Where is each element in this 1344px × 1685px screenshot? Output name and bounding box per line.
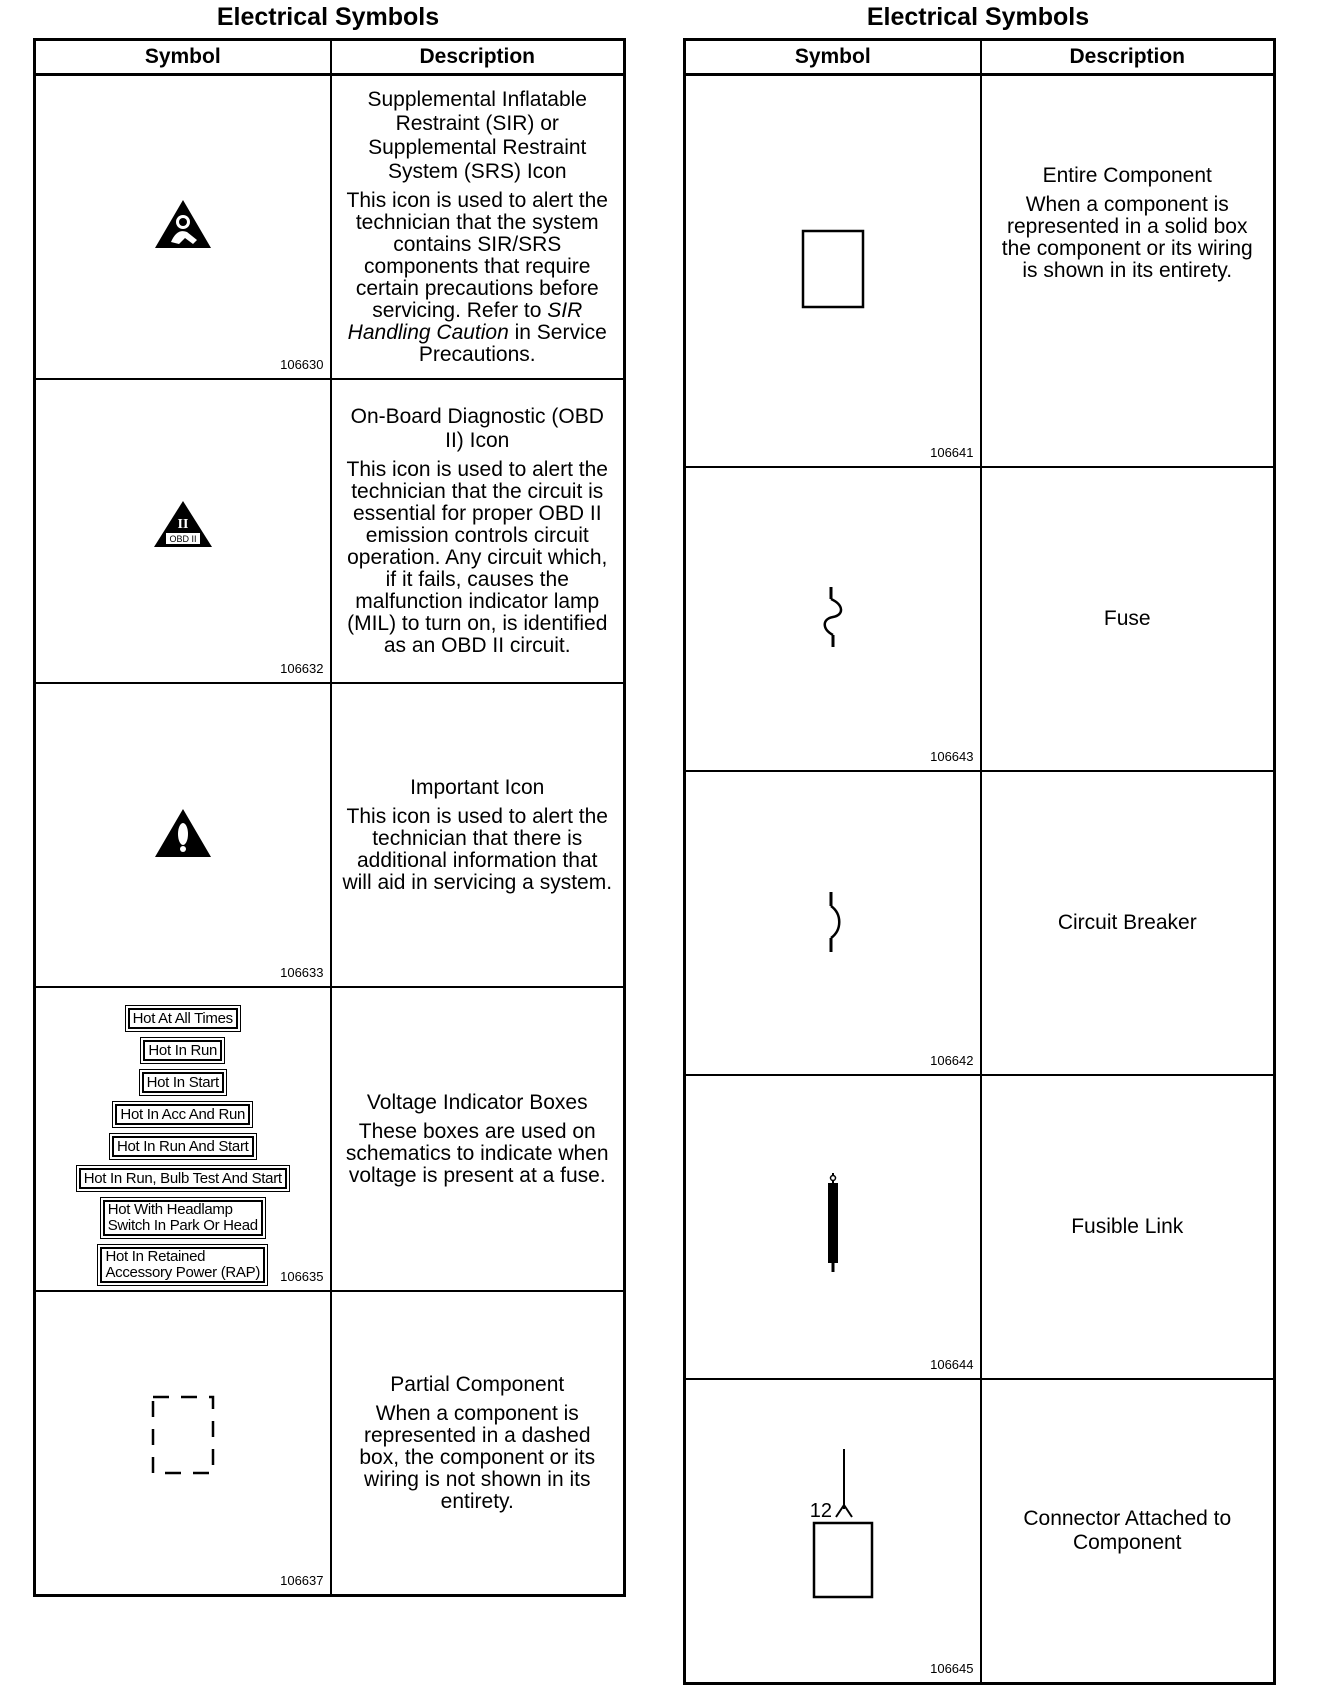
row-heading: Important Icon (410, 776, 545, 799)
row-description: This icon is used to alert the technician that there is additional information that will aid in servicing a system. (342, 805, 613, 894)
figure-number: 106637 (280, 1573, 324, 1588)
table-row (685, 75, 1275, 468)
sir-srs-warning-icon (153, 198, 213, 250)
obd-icon-roman: II (177, 517, 189, 532)
row-description: When a component is represented in a solid box the component or its wiring is shown in its entirety. (1001, 193, 1253, 282)
symbol-cell (685, 1379, 981, 1684)
row-heading: Fusible Link (1071, 1215, 1184, 1238)
description-cell (981, 75, 1275, 468)
figure-number: 106632 (280, 661, 324, 676)
column-header-description: Description (981, 40, 1275, 75)
description-cell (331, 1291, 625, 1596)
description-cell (331, 987, 625, 1291)
row-heading: Supplemental Inflatable Restraint (SIR) or Supplemental Restraint System (SRS) Icon (367, 88, 587, 183)
figure-number: 106641 (930, 445, 974, 460)
row-heading: Entire Component (1042, 164, 1212, 187)
symbol-cell (685, 1075, 981, 1379)
figure-number: 106642 (930, 1053, 974, 1068)
row-description (342, 190, 614, 366)
voltage-box: Hot At All Times (128, 1008, 238, 1029)
symbol-cell (35, 987, 331, 1291)
row-description: These boxes are used on schematics to indicate when voltage is present at a fuse. (345, 1120, 609, 1187)
voltage-box: Hot In Run (143, 1040, 222, 1061)
obd-ii-icon (152, 499, 214, 549)
voltage-box: Hot In Retained Accessory Power (RAP) (100, 1247, 265, 1283)
table-row (35, 683, 625, 987)
description-cell (981, 467, 1275, 771)
fusible-link-icon (823, 1173, 843, 1273)
table-row (35, 987, 625, 1291)
figure-number: 106635 (280, 1269, 324, 1284)
row-heading: Fuse (1103, 607, 1151, 630)
circuit-breaker-icon (820, 890, 846, 954)
table-row (685, 1075, 1275, 1379)
description-cell (981, 1075, 1275, 1379)
table-row (35, 75, 625, 380)
row-heading: On-Board Diagnostic (OBD II) Icon (350, 405, 604, 452)
figure-number: 106644 (930, 1357, 974, 1372)
symbol-cell (35, 75, 331, 380)
voltage-box: Hot In Start (142, 1072, 224, 1093)
symbol-cell (685, 771, 981, 1075)
row-heading: Voltage Indicator Boxes (366, 1091, 588, 1114)
description-cell (981, 1379, 1275, 1684)
description-italic-reference: SIR Handling Caution (347, 299, 583, 344)
column-header-description: Description (331, 40, 625, 75)
symbol-cell (35, 683, 331, 987)
table-row (685, 1379, 1275, 1684)
table-row (685, 467, 1275, 771)
figure-number: 106633 (280, 965, 324, 980)
connector-component-icon (788, 1447, 878, 1601)
dashed-box-icon (151, 1395, 215, 1475)
table-row (685, 771, 1275, 1075)
row-heading: Circuit Breaker (1057, 911, 1197, 934)
table-row (35, 1291, 625, 1596)
description-cell (331, 379, 625, 683)
description-cell (331, 683, 625, 987)
column-header-symbol: Symbol (685, 40, 981, 75)
fuse-icon (818, 585, 848, 649)
panel-title: Electrical Symbols (866, 3, 1090, 31)
row-description: When a component is represented in a dashed box, the component or its wiring is not shown in its entirety. (359, 1402, 596, 1513)
row-heading: Connector Attached to Component (1023, 1507, 1232, 1554)
description-cell (981, 771, 1275, 1075)
figure-number: 106645 (930, 1661, 974, 1676)
table-row (35, 379, 625, 683)
symbol-cell (35, 1291, 331, 1596)
symbol-cell (35, 379, 331, 683)
voltage-box: Hot In Run And Start (112, 1136, 254, 1157)
voltage-box: Hot In Run, Bulb Test And Start (79, 1168, 287, 1189)
description-text: in Service Precautions. (418, 321, 607, 366)
symbol-cell (685, 467, 981, 771)
voltage-box: Hot In Acc And Run (115, 1104, 250, 1125)
figure-number: 106643 (930, 749, 974, 764)
row-description: This icon is used to alert the technician that the circuit is essential for proper OBD II emission controls circuit operation. Any circuit which, if it fails, causes the malfunction indicator lamp (MIL) to turn on, is identified as an OBD II circuit. (346, 458, 608, 657)
connector-number-label: 12 (809, 1500, 832, 1522)
solid-box-icon (801, 229, 865, 309)
row-heading: Partial Component (390, 1373, 565, 1396)
voltage-indicator-boxes (36, 1008, 330, 1294)
description-cell (331, 75, 625, 380)
figure-number: 106630 (280, 357, 324, 372)
obd-icon-label: OBD II (169, 534, 197, 544)
symbols-table-left (33, 38, 626, 1597)
symbol-cell (685, 75, 981, 468)
table-header-row (35, 40, 625, 75)
column-header-symbol: Symbol (35, 40, 331, 75)
voltage-box: Hot With Headlamp Switch In Park Or Head (103, 1200, 263, 1236)
symbols-table-right (683, 38, 1276, 1685)
table-header-row (685, 40, 1275, 75)
description-text: This icon is used to alert the technician that the system contains SIR/SRS components that require certain precautions before servicing. Refer to (346, 189, 608, 322)
panel-title: Electrical Symbols (216, 3, 440, 31)
important-warning-icon (153, 807, 213, 859)
